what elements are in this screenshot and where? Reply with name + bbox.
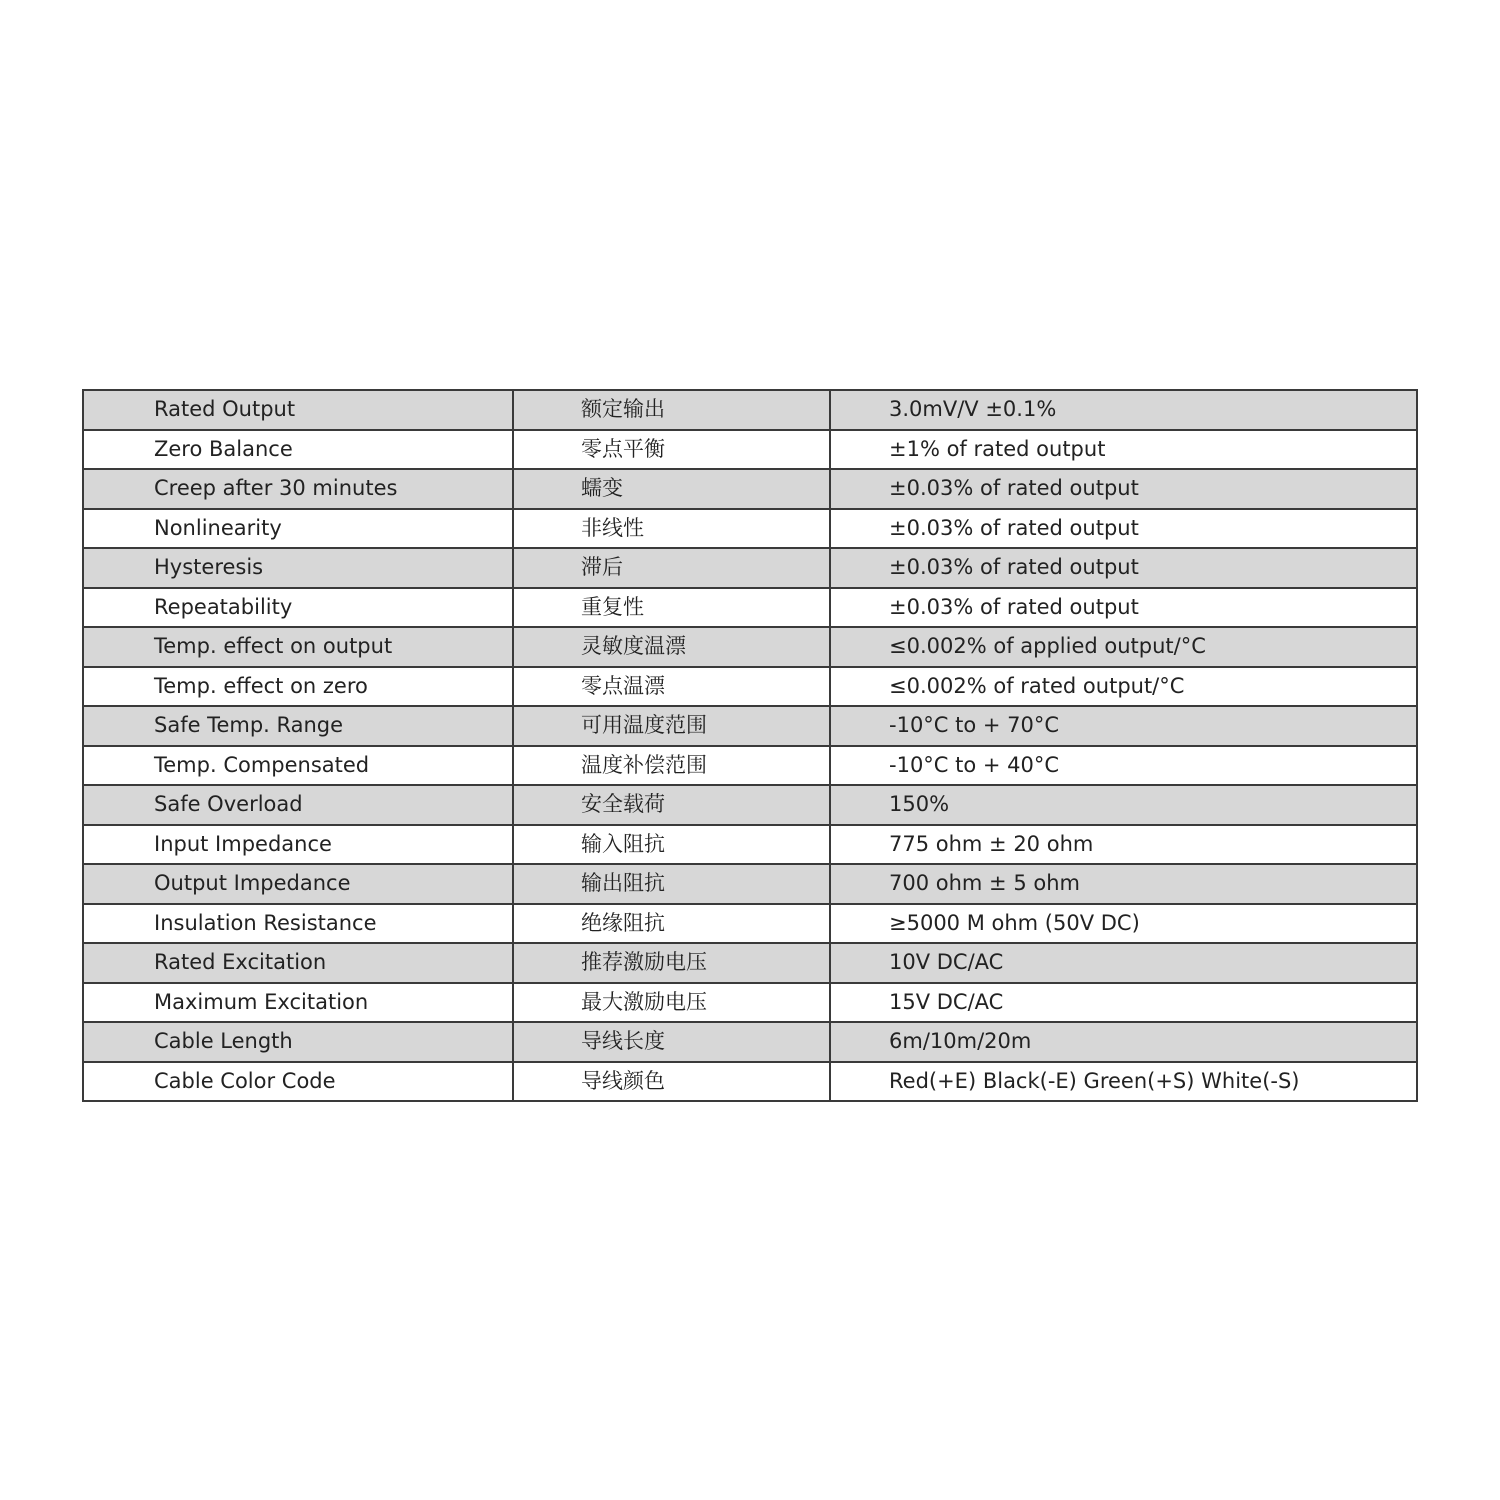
param-name-en: Hysteresis: [83, 548, 513, 588]
param-name-en: Creep after 30 minutes: [83, 469, 513, 509]
param-name-zh: 非线性: [513, 509, 830, 549]
param-name-zh: 零点平衡: [513, 430, 830, 470]
param-name-zh: 零点温漂: [513, 667, 830, 707]
param-value: ±0.03% of rated output: [830, 509, 1417, 549]
param-name-zh: 输入阻抗: [513, 825, 830, 865]
param-name-zh: 导线长度: [513, 1022, 830, 1062]
param-name-en: Zero Balance: [83, 430, 513, 470]
param-name-en: Cable Length: [83, 1022, 513, 1062]
table-row: [83, 430, 1417, 470]
param-value: ±1% of rated output: [830, 430, 1417, 470]
param-name-zh: 最大激励电压: [513, 983, 830, 1023]
table-row: [83, 864, 1417, 904]
param-value: 700 ohm ± 5 ohm: [830, 864, 1417, 904]
table-row: [83, 509, 1417, 549]
param-name-en: Safe Temp. Range: [83, 706, 513, 746]
param-value: -10°C to + 70°C: [830, 706, 1417, 746]
param-name-zh: 可用温度范围: [513, 706, 830, 746]
param-name-en: Nonlinearity: [83, 509, 513, 549]
param-name-en: Rated Excitation: [83, 943, 513, 983]
param-name-en: Safe Overload: [83, 785, 513, 825]
table-row: [83, 746, 1417, 786]
param-value: Red(+E) Black(-E) Green(+S) White(-S): [830, 1062, 1417, 1102]
param-name-en: Temp. effect on output: [83, 627, 513, 667]
param-value: 150%: [830, 785, 1417, 825]
param-name-en: Insulation Resistance: [83, 904, 513, 944]
param-name-en: Repeatability: [83, 588, 513, 628]
table-row: [83, 825, 1417, 865]
param-value: ≤0.002% of rated output/°C: [830, 667, 1417, 707]
table-row: [83, 627, 1417, 667]
param-value: 775 ohm ± 20 ohm: [830, 825, 1417, 865]
param-name-zh: 重复性: [513, 588, 830, 628]
param-name-en: Maximum Excitation: [83, 983, 513, 1023]
param-name-zh: 绝缘阻抗: [513, 904, 830, 944]
table-row: [83, 785, 1417, 825]
param-name-en: Input Impedance: [83, 825, 513, 865]
param-name-zh: 安全载荷: [513, 785, 830, 825]
table-row: [83, 548, 1417, 588]
table-row: [83, 667, 1417, 707]
param-value: 3.0mV/V ±0.1%: [830, 390, 1417, 430]
param-name-zh: 滞后: [513, 548, 830, 588]
param-name-zh: 输出阻抗: [513, 864, 830, 904]
table-row: [83, 469, 1417, 509]
param-name-zh: 灵敏度温漂: [513, 627, 830, 667]
table-row: [83, 1022, 1417, 1062]
param-name-en: Output Impedance: [83, 864, 513, 904]
param-name-zh: 蠕变: [513, 469, 830, 509]
param-name-en: Temp. Compensated: [83, 746, 513, 786]
table-row: [83, 983, 1417, 1023]
param-value: 10V DC/AC: [830, 943, 1417, 983]
param-value: ±0.03% of rated output: [830, 469, 1417, 509]
table-row: [83, 390, 1417, 430]
param-name-zh: 温度补偿范围: [513, 746, 830, 786]
table-row: [83, 904, 1417, 944]
param-value: ≤0.002% of applied output/°C: [830, 627, 1417, 667]
table-row: [83, 588, 1417, 628]
param-value: 15V DC/AC: [830, 983, 1417, 1023]
param-value: ±0.03% of rated output: [830, 588, 1417, 628]
param-name-zh: 导线颜色: [513, 1062, 830, 1102]
param-value: ≥5000 M ohm (50V DC): [830, 904, 1417, 944]
param-name-zh: 额定输出: [513, 390, 830, 430]
param-value: 6m/10m/20m: [830, 1022, 1417, 1062]
param-name-en: Temp. effect on zero: [83, 667, 513, 707]
param-value: -10°C to + 40°C: [830, 746, 1417, 786]
param-value: ±0.03% of rated output: [830, 548, 1417, 588]
param-name-en: Rated Output: [83, 390, 513, 430]
table-row: [83, 943, 1417, 983]
param-name-zh: 推荐激励电压: [513, 943, 830, 983]
param-name-en: Cable Color Code: [83, 1062, 513, 1102]
spec-table: [82, 389, 1418, 1102]
table-row: [83, 706, 1417, 746]
table-row: [83, 1062, 1417, 1102]
